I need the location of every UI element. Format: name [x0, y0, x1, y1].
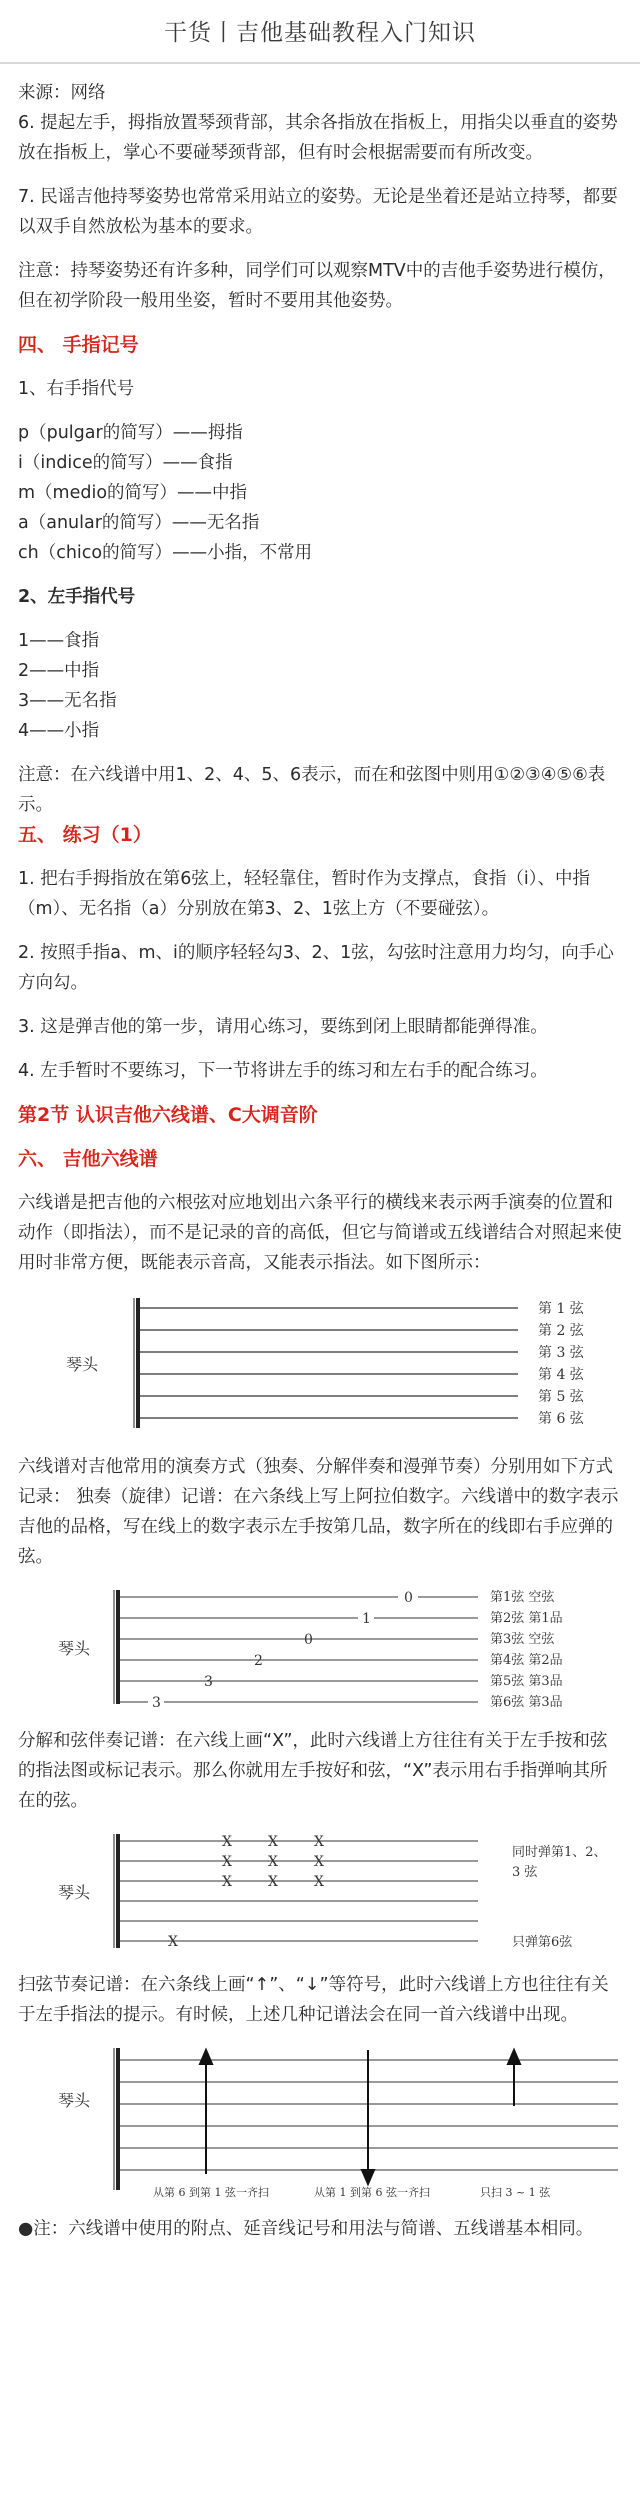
section-5-heading: 五、 练习（1）	[18, 824, 152, 846]
right-finger-p: p（pulgar的简写）——拇指	[18, 423, 243, 443]
right-finger-m: m（medio的简写）——中指	[18, 483, 248, 503]
exercise-4: 4. 左手暂时不要练习，下一节将讲左手的练习和左右手的配合练习。	[18, 1061, 548, 1081]
article-title: 干货丨吉他基础教程入门知识	[0, 0, 640, 64]
left-hand-title: 2、左手指代号	[18, 587, 136, 607]
tab-intro-paragraph: 六线谱是把吉他的六根弦对应地划出六条平行的横线来表示两手演奏的位置和动作（即指法），而不是记录的音的高低，但它与简谱或五线谱结合对照起来使用时非常方便，既能表示音高，又能表示指法。如下图所示：	[18, 1193, 622, 1273]
strum-label-up: 从第 6 到第 1 弦一齐扫	[153, 2186, 269, 2199]
x-mark: X	[268, 1874, 278, 1890]
left-finger-4: 4——小指	[18, 721, 100, 741]
headstock-label: 琴头	[66, 1355, 99, 1374]
x-mark: X	[222, 1834, 232, 1850]
string-label-1: 第 1 弦	[538, 1301, 584, 1317]
x-mark: X	[222, 1874, 232, 1890]
strum-paragraph: 扫弦节奏记谱：在六条线上画“↑”、“↓”等符号，此时六线谱上方也往往有关于左手指法的提示。有时候，上述几种记谱法会在同一首六线谱中出现。	[18, 1975, 609, 2025]
notation-methods-paragraph: 六线谱对吉他常用的演奏方式（独奏、分解伴奏和漫弹节奏）分别用如下方式记录： 独奏（旋律）记谱：在六条线上写上阿拉伯数字。六线谱中的数字表示吉他的品格，写在线上的数字表示左手按第几品，数字所在的线即右手应弹的弦。	[18, 1457, 619, 1567]
strum-label-down: 从第 1 到第 6 弦一齐扫	[314, 2186, 430, 2199]
solo-label-6: 第6弦 第3品	[490, 1695, 563, 1710]
fret-digit-5: 3	[204, 1674, 213, 1690]
headstock-label: 琴头	[58, 1639, 91, 1658]
x-mark: X	[314, 1834, 324, 1850]
tab-figure-strings	[18, 1288, 622, 1442]
left-finger-3: 3——无名指	[18, 691, 117, 711]
arpeggio-label-bottom: 只弹第6弦	[512, 1935, 573, 1950]
section-6-heading: 六、 吉他六线谱	[18, 1148, 158, 1170]
solo-label-3: 第3弦 空弦	[490, 1632, 555, 1647]
string-label-3: 第 3 弦	[538, 1345, 584, 1361]
tab-figure-strum	[18, 2040, 622, 2204]
fret-digit-4: 2	[254, 1653, 263, 1669]
x-mark: X	[268, 1834, 278, 1850]
left-finger-2: 2——中指	[18, 661, 100, 681]
solo-label-1: 第1弦 空弦	[490, 1590, 555, 1605]
string-label-2: 第 2 弦	[538, 1323, 584, 1339]
arpeggio-label-top-2: 3 弦	[512, 1865, 538, 1880]
arpeggio-label-top: 同时弹第1、2、	[512, 1845, 607, 1860]
fret-digit-1: 0	[404, 1590, 413, 1606]
arpeggio-paragraph: 分解和弦伴奏记谱：在六线上画“X”，此时六线谱上方往往有关于左手按和弦的指法图或标记表示。那么你就用左手按好和弦，“X”表示用右手指弹响其所在的弦。	[18, 1731, 608, 1811]
headstock-label: 琴头	[58, 1883, 91, 1902]
final-note: ●注：六线谱中使用的附点、延音线记号和用法与简谱、五线谱基本相同。	[18, 2219, 594, 2239]
solo-label-4: 第4弦 第2品	[490, 1653, 563, 1668]
section-4-heading: 四、 手指记号	[18, 334, 139, 356]
x-mark: X	[168, 1934, 178, 1950]
headstock-label: 琴头	[58, 2091, 91, 2110]
string-label-6: 第 6 弦	[538, 1411, 584, 1427]
fret-digit-2: 1	[362, 1611, 371, 1627]
source-line: 来源：网络	[18, 83, 106, 103]
x-mark: X	[222, 1854, 232, 1870]
fret-digit-3: 0	[304, 1632, 313, 1648]
solo-label-2: 第2弦 第1品	[490, 1611, 563, 1626]
paragraph-6: 6. 提起左手，拇指放置琴颈背部，其余各指放在指板上，用指尖以垂直的姿势放在指板上，掌心不要碰琴颈背部，但有时会根据需要而有所改变。	[18, 113, 618, 163]
right-finger-a: a（anular的简写）——无名指	[18, 513, 260, 533]
x-mark: X	[314, 1854, 324, 1870]
exercise-2: 2. 按照手指a、m、i的顺序轻轻勾3、2、1弦，勾弦时注意用力均匀，向手心方向勾。	[18, 943, 614, 993]
string-label-5: 第 5 弦	[538, 1389, 584, 1405]
strum-label-partial: 只扫 3 ~ 1 弦	[480, 2186, 551, 2199]
article-body	[0, 78, 640, 2244]
part-2-heading: 第2节 认识吉他六线谱、C大调音阶	[18, 1104, 318, 1126]
x-mark: X	[268, 1854, 278, 1870]
right-hand-title: 1、右手指代号	[18, 379, 135, 399]
paragraph-7: 7. 民谣吉他持琴姿势也常常采用站立的姿势。无论是坐着还是站立持琴，都要以双手自然放松为基本的要求。	[18, 187, 618, 237]
tab-figure-arpeggio	[18, 1826, 622, 1960]
left-finger-1: 1——食指	[18, 631, 100, 651]
tab-figure-solo	[18, 1582, 622, 1716]
posture-note: 注意：持琴姿势还有许多种，同学们可以观察MTV中的吉他手姿势进行模仿，但在初学阶段一般用坐姿，暂时不要用其他姿势。	[18, 261, 616, 311]
solo-label-5: 第5弦 第3品	[490, 1674, 563, 1689]
exercise-1: 1. 把右手拇指放在第6弦上，轻轻靠住，暂时作为支撑点，食指（i）、中指（m）、无名指（a）分别放在第3、2、1弦上方（不要碰弦）。	[18, 869, 591, 919]
right-finger-i: i（indice的简写）——食指	[18, 453, 233, 473]
fret-digit-6: 3	[152, 1695, 161, 1711]
x-mark: X	[314, 1874, 324, 1890]
exercise-3: 3. 这是弹吉他的第一步，请用心练习，要练到闭上眼睛都能弹得准。	[18, 1017, 548, 1037]
string-label-4: 第 4 弦	[538, 1367, 584, 1383]
right-finger-ch: ch（chico的简写）——小指，不常用	[18, 543, 313, 563]
finger-note: 注意：在六线谱中用1、2、4、5、6表示，而在和弦图中则用①②③④⑤⑥表示。	[18, 765, 606, 815]
